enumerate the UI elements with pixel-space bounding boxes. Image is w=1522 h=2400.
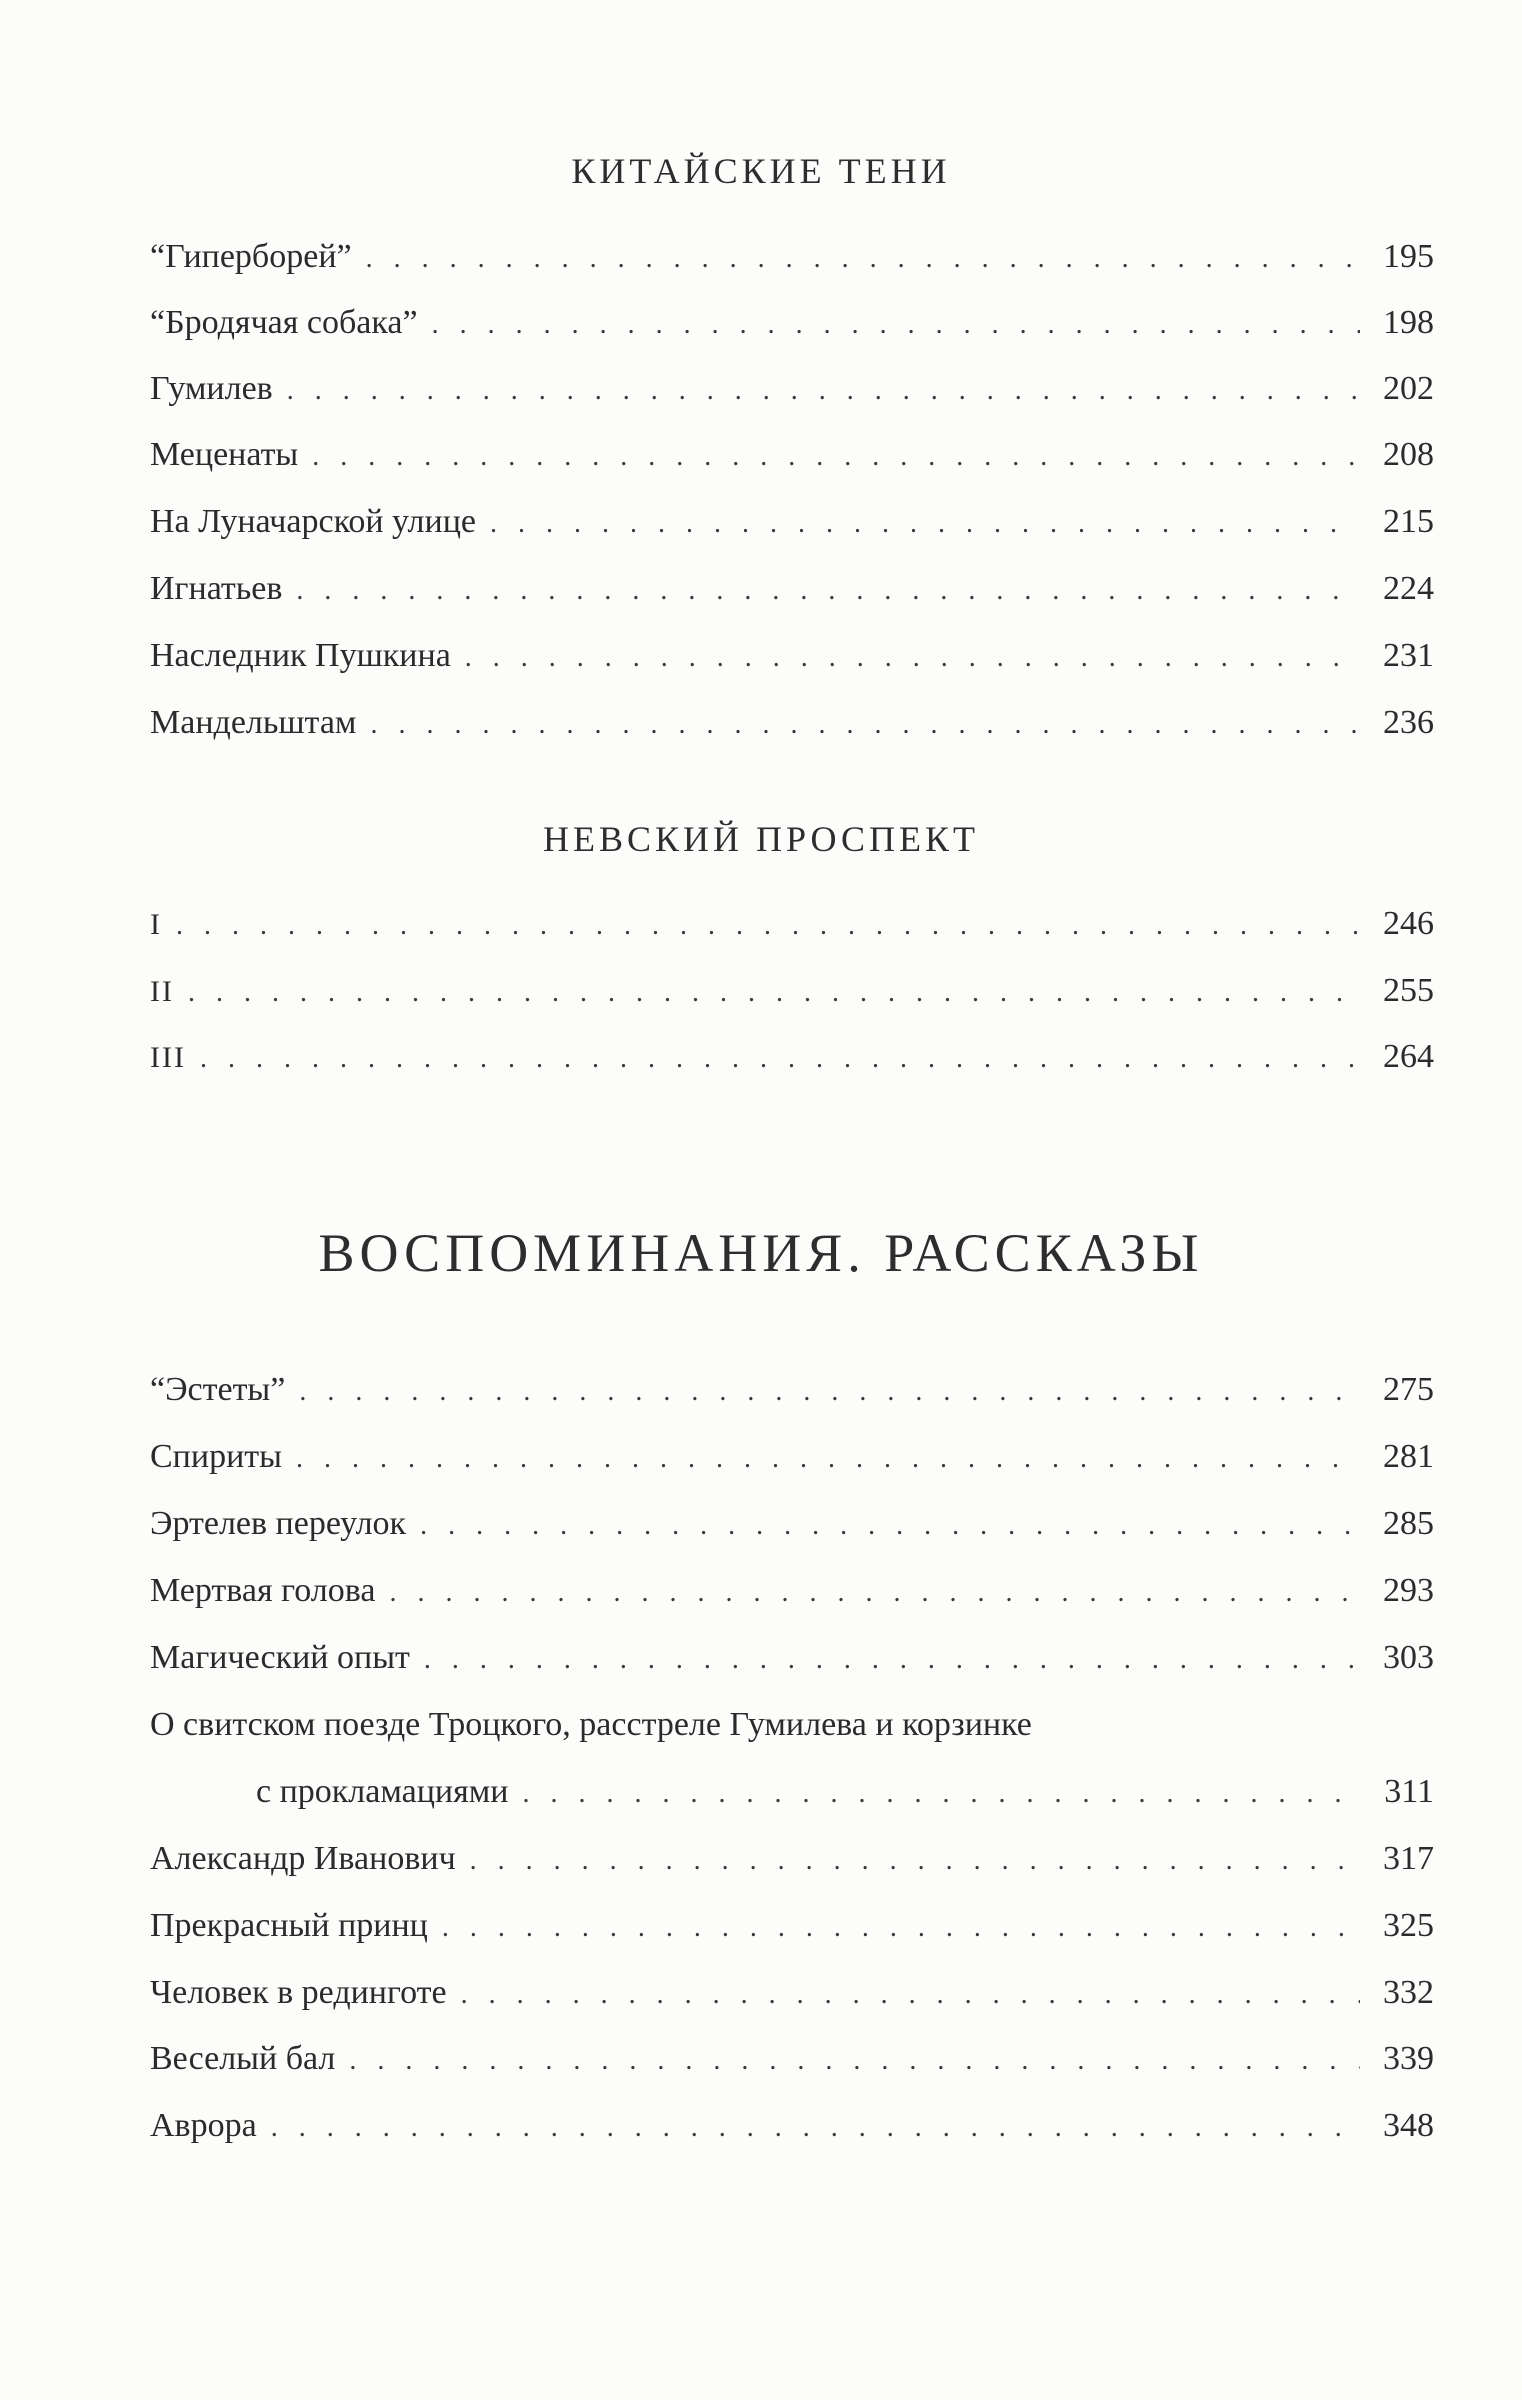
toc-entry[interactable] bbox=[150, 972, 1434, 1020]
leader-dots bbox=[366, 243, 1360, 275]
entry-page-number: 224 bbox=[1383, 570, 1434, 607]
toc-entry[interactable] bbox=[256, 1773, 1434, 1821]
entry-title: Человек в рединготе bbox=[150, 1974, 447, 2011]
entry-page-number: 195 bbox=[1383, 238, 1434, 275]
leader-dots bbox=[461, 1979, 1360, 2011]
toc-entry[interactable] bbox=[150, 905, 1434, 953]
toc-entry[interactable] bbox=[150, 2107, 1434, 2155]
toc-entry[interactable] bbox=[150, 1974, 1434, 2022]
entry-page-number: 275 bbox=[1383, 1371, 1434, 1408]
entry-title: “Эстеты” bbox=[150, 1371, 286, 1408]
entry-title: Магический опыт bbox=[150, 1639, 410, 1676]
leader-dots bbox=[349, 2045, 1360, 2077]
entry-title: Аврора bbox=[150, 2107, 257, 2144]
toc-entry[interactable] bbox=[150, 1639, 1434, 1687]
entry-title: Наследник Пушкина bbox=[150, 637, 451, 674]
entry-title: Гумилев bbox=[150, 370, 273, 407]
entry-page-number: 215 bbox=[1383, 503, 1434, 540]
toc-entry[interactable] bbox=[150, 370, 1434, 418]
leader-dots bbox=[200, 1043, 1360, 1075]
leader-dots bbox=[188, 977, 1360, 1009]
entry-page-number: 231 bbox=[1383, 637, 1434, 674]
toc-entry[interactable] bbox=[150, 503, 1434, 551]
entry-title: Мертвая голова bbox=[150, 1572, 376, 1609]
leader-dots bbox=[420, 1510, 1360, 1542]
entry-page-number: 311 bbox=[1384, 1773, 1434, 1810]
toc-entry[interactable] bbox=[150, 704, 1434, 752]
entry-page-number: 339 bbox=[1383, 2040, 1434, 2077]
entry-page-number: 264 bbox=[1383, 1038, 1434, 1075]
entry-page-number: 202 bbox=[1383, 370, 1434, 407]
toc-entry[interactable] bbox=[150, 2040, 1434, 2088]
leader-dots bbox=[490, 508, 1360, 540]
entry-title-line-2: с прокламациями bbox=[256, 1773, 509, 1810]
entry-page-number: 325 bbox=[1383, 1907, 1434, 1944]
leader-dots bbox=[522, 1778, 1360, 1810]
toc-entry[interactable] bbox=[150, 436, 1434, 484]
toc-entry[interactable] bbox=[150, 304, 1434, 352]
toc-entry[interactable] bbox=[150, 637, 1434, 685]
toc-entry[interactable] bbox=[150, 1038, 1434, 1086]
entry-title: “Гиперборей” bbox=[150, 238, 352, 275]
entry-title: Меценаты bbox=[150, 436, 299, 473]
leader-dots bbox=[296, 1443, 1360, 1475]
entry-title-line-1[interactable]: О свитском поезде Троцкого, расстреле Гумилева и корзинке bbox=[150, 1706, 1032, 1743]
entry-page-number: 293 bbox=[1383, 1572, 1434, 1609]
entry-page-number: 317 bbox=[1383, 1840, 1434, 1877]
toc-entry[interactable] bbox=[150, 570, 1434, 618]
toc-entry[interactable] bbox=[150, 1572, 1434, 1620]
section-heading-chinese-shadows: КИТАЙСКИЕ ТЕНИ bbox=[571, 151, 951, 191]
entry-title: Спириты bbox=[150, 1438, 282, 1475]
leader-dots bbox=[432, 309, 1360, 341]
entry-page-number: 236 bbox=[1383, 704, 1434, 741]
entry-title: III bbox=[150, 1041, 186, 1074]
entry-title: Прекрасный принц bbox=[150, 1907, 428, 1944]
leader-dots bbox=[424, 1644, 1360, 1676]
entry-title: Игнатьев bbox=[150, 570, 283, 607]
leader-dots bbox=[296, 575, 1360, 607]
entry-title: I bbox=[150, 908, 162, 941]
entry-title: II bbox=[150, 975, 174, 1008]
entry-page-number: 255 bbox=[1383, 972, 1434, 1009]
toc-entry[interactable] bbox=[150, 1371, 1434, 1419]
leader-dots bbox=[299, 1376, 1360, 1408]
toc-entry[interactable] bbox=[150, 238, 1434, 286]
leader-dots bbox=[370, 709, 1360, 741]
leader-dots bbox=[312, 441, 1360, 473]
toc-entry[interactable] bbox=[150, 1505, 1434, 1553]
entry-title: Эртелев переулок bbox=[150, 1505, 407, 1542]
entry-page-number: 332 bbox=[1383, 1974, 1434, 2011]
section-heading-nevsky-prospect: НЕВСКИЙ ПРОСПЕКТ bbox=[543, 819, 979, 859]
entry-title: Веселый бал bbox=[150, 2040, 336, 2077]
entry-page-number: 281 bbox=[1383, 1438, 1434, 1475]
entry-page-number: 208 bbox=[1383, 436, 1434, 473]
toc-entry[interactable] bbox=[150, 1438, 1434, 1486]
leader-dots bbox=[271, 2112, 1360, 2144]
entry-title: Александр Иванович bbox=[150, 1840, 456, 1877]
entry-page-number: 246 bbox=[1383, 905, 1434, 942]
section-heading-memoirs-stories: ВОСПОМИНАНИЯ. РАССКАЗЫ bbox=[318, 1223, 1204, 1283]
leader-dots bbox=[465, 642, 1360, 674]
entry-page-number: 303 bbox=[1383, 1639, 1434, 1676]
entry-title: На Луначарской улице bbox=[150, 503, 477, 540]
leader-dots bbox=[389, 1577, 1360, 1609]
entry-page-number: 285 bbox=[1383, 1505, 1434, 1542]
leader-dots bbox=[287, 375, 1360, 407]
toc-entry[interactable] bbox=[150, 1907, 1434, 1955]
entry-page-number: 198 bbox=[1383, 304, 1434, 341]
leader-dots bbox=[442, 1912, 1360, 1944]
leader-dots bbox=[176, 910, 1360, 942]
entry-page-number: 348 bbox=[1383, 2107, 1434, 2144]
toc-entry[interactable] bbox=[150, 1840, 1434, 1888]
entry-title: “Бродячая собака” bbox=[150, 304, 418, 341]
leader-dots bbox=[470, 1845, 1360, 1877]
entry-title: Мандельштам bbox=[150, 704, 357, 741]
